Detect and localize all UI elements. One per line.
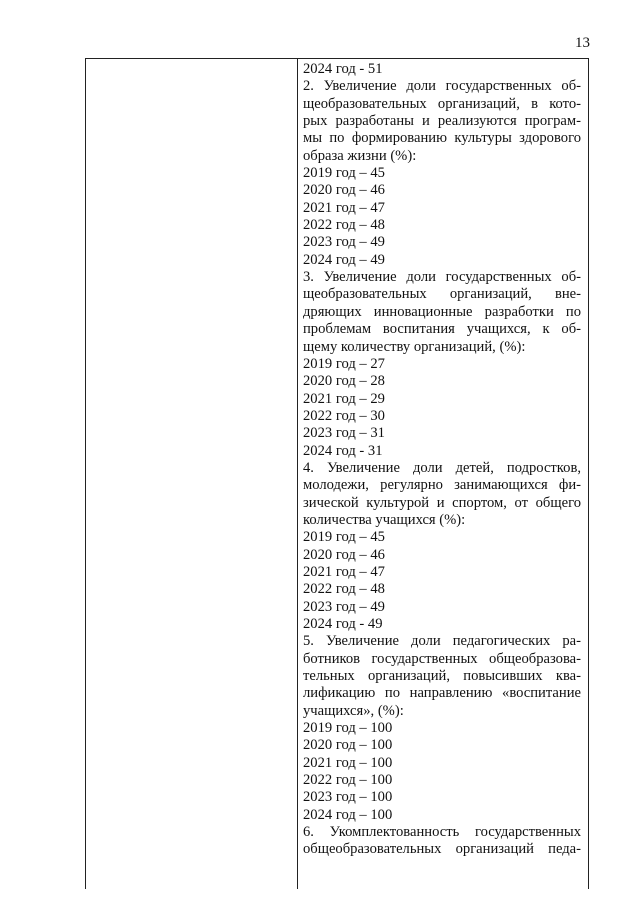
text-line: молодежи, регулярно занимающихся фи- bbox=[303, 477, 581, 494]
text-line: проблемам воспитания учащихся, к об- bbox=[303, 321, 581, 338]
text-line: 2019 год – 45 bbox=[303, 165, 385, 182]
text-line: общеобразовательных организаций педа- bbox=[303, 841, 581, 858]
text-line: 2024 год - 49 bbox=[303, 616, 383, 632]
text-line: 2020 год – 46 bbox=[303, 182, 385, 199]
table-right-column bbox=[298, 59, 588, 889]
text-line: 2023 год – 49 bbox=[303, 598, 385, 615]
text-line: дряющих инновационные разработки по bbox=[303, 303, 581, 320]
text-line: лификацию по направлению «воспитание bbox=[303, 685, 581, 702]
text-line: 2023 год – 100 bbox=[303, 789, 393, 806]
text-line: зической культурой и спортом, от общего bbox=[303, 494, 581, 511]
text-line: 2020 год – 100 bbox=[303, 737, 393, 754]
text-line: 2024 год – 49 bbox=[303, 251, 385, 268]
text-line: 4. Увеличение доли детей, подростков, bbox=[303, 459, 581, 476]
text-line: щеобразовательных организаций, в кото- bbox=[303, 95, 581, 112]
text-line: 2024 год – 100 bbox=[303, 806, 393, 823]
text-line: 2019 год – 100 bbox=[303, 720, 393, 737]
text-line: 2022 год – 30 bbox=[303, 407, 385, 424]
text-line: 2021 год – 100 bbox=[303, 754, 393, 771]
text-line: 2020 год – 28 bbox=[303, 373, 385, 390]
table-left-column bbox=[86, 59, 298, 889]
text-line: щему количеству организаций, (%): bbox=[303, 338, 526, 355]
text-line: 5. Увеличение доли педагогических ра- bbox=[303, 633, 581, 650]
text-line: 2024 год - 31 bbox=[303, 442, 383, 459]
text-line: щеобразовательных организаций, вне- bbox=[303, 286, 581, 303]
text-line: 2023 год – 31 bbox=[303, 425, 385, 442]
text-line: 2022 год – 48 bbox=[303, 217, 385, 234]
text-line: 2022 год – 100 bbox=[303, 772, 393, 789]
text-line: 2023 год – 49 bbox=[303, 234, 385, 251]
text-line: 2021 год – 47 bbox=[303, 563, 385, 580]
text-line: тельных организаций, повысивших ква- bbox=[303, 668, 581, 685]
text-line: 2. Увеличение доли государственных об- bbox=[303, 78, 581, 95]
text-line: количества учащихся (%): bbox=[303, 511, 466, 528]
text-line: 2019 год – 45 bbox=[303, 529, 385, 546]
text-line: мы по формированию культуры здорового bbox=[303, 130, 581, 147]
text-line: 6. Укомплектованность государственных bbox=[303, 824, 581, 841]
text-line: 2019 год – 27 bbox=[303, 355, 385, 372]
text-line: рых разработаны и реализуются програм- bbox=[303, 113, 581, 130]
text-line: учащихся», (%): bbox=[303, 702, 404, 719]
text-line: 3. Увеличение доли государственных об- bbox=[303, 269, 581, 286]
page-number: 13 bbox=[575, 35, 590, 51]
text-line: 2020 год – 46 bbox=[303, 546, 385, 563]
text-line: 2022 год – 48 bbox=[303, 581, 385, 598]
text-line: 2024 год - 51 bbox=[303, 61, 383, 77]
text-line: ботников государственных общеобразова- bbox=[303, 650, 581, 667]
text-line: 2021 год – 47 bbox=[303, 199, 385, 216]
text-line: 2021 год – 29 bbox=[303, 390, 385, 407]
program-table bbox=[85, 58, 589, 889]
text-line: образа жизни (%): bbox=[303, 147, 417, 164]
